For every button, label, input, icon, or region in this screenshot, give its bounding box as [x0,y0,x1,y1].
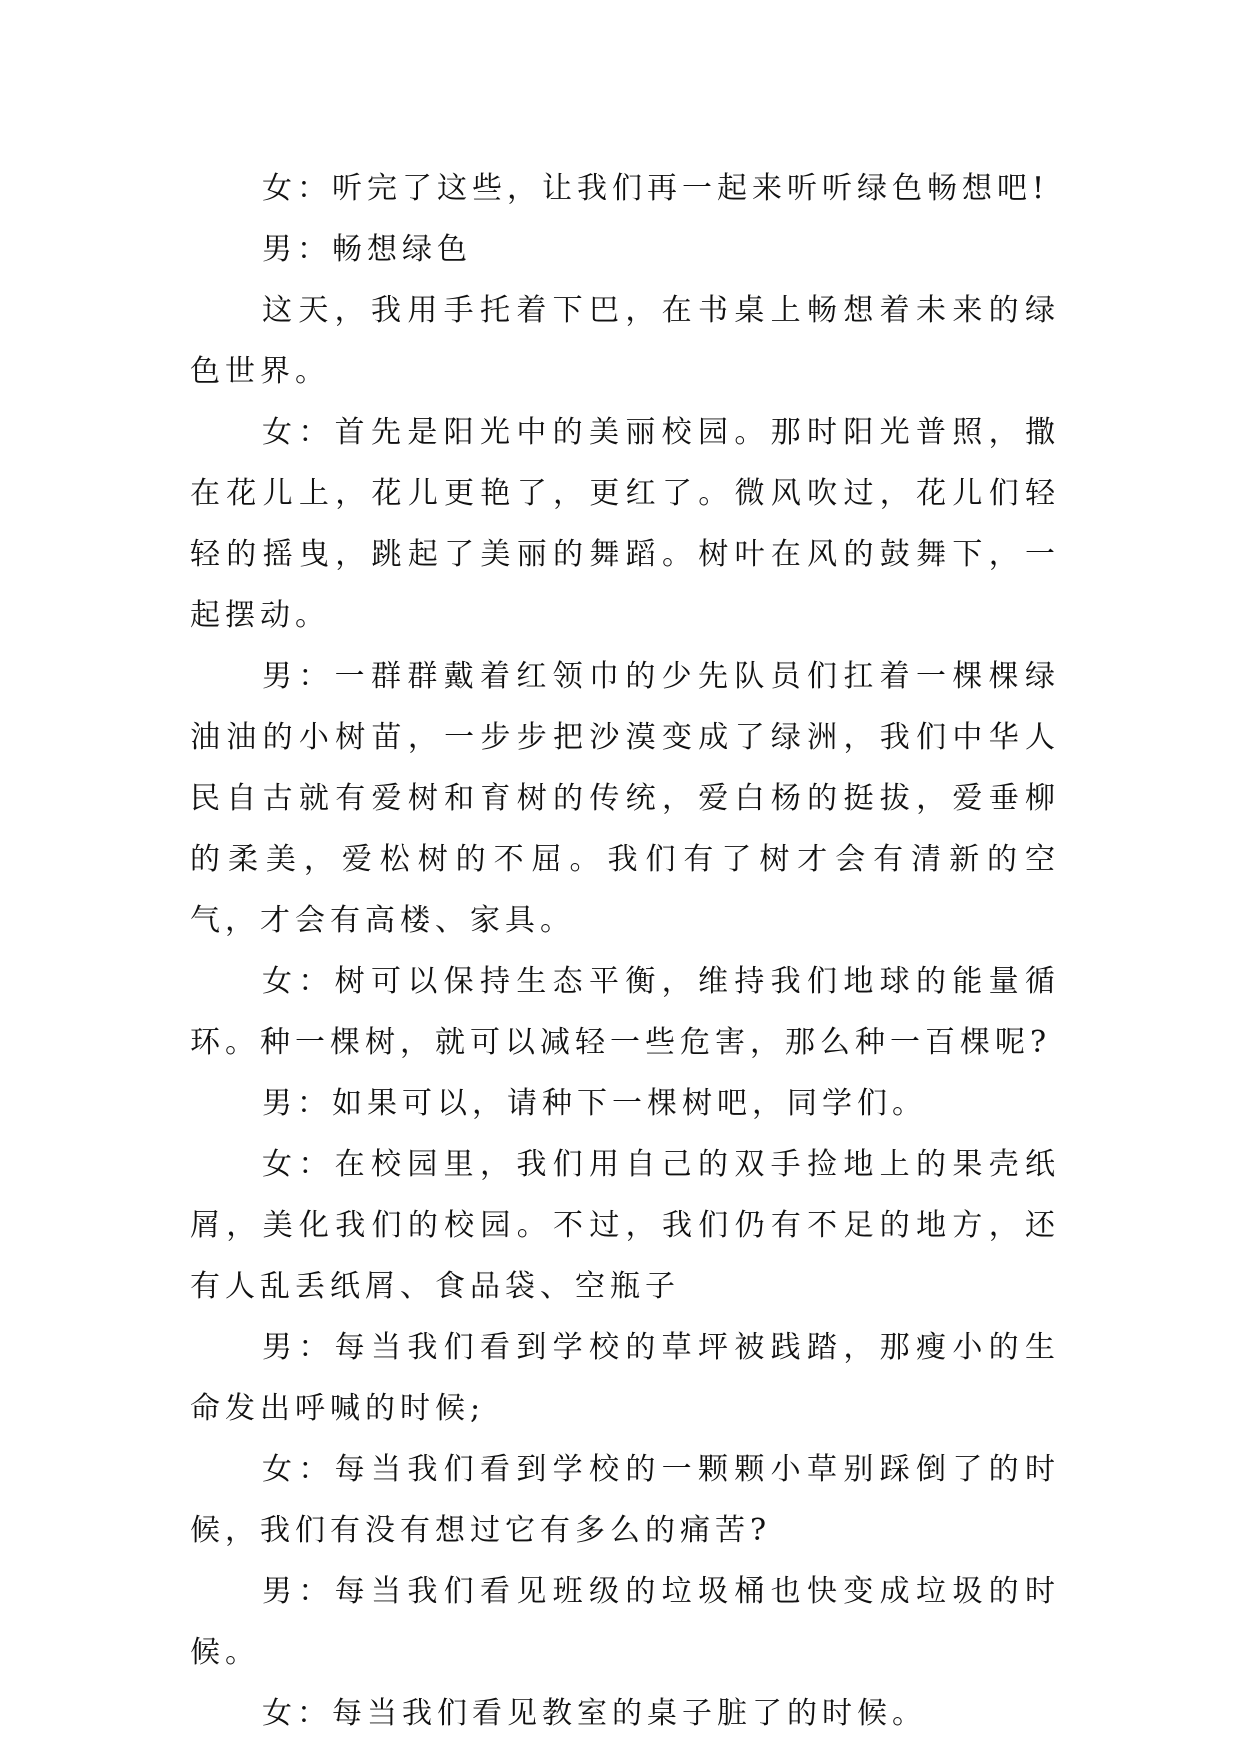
paragraph: 女：听完了这些，让我们再一起来听听绿色畅想吧! [262,171,1050,206]
paragraph: 男：每当我们看见班级的垃圾桶也快变成垃圾的时候。 [190,1574,1060,1670]
paragraph: 女：首先是阳光中的美丽校园。那时阳光普照，撒在花儿上，花儿更艳了，更红了。微风吹过，花儿们轻轻的摇曳，跳起了美丽的舞蹈。树叶在风的鼓舞下，一起摆动。 [190,415,1060,633]
paragraph: 男：如果可以，请种下一棵树吧，同学们。 [262,1086,927,1121]
paragraph: 女：每当我们看见教室的桌子脏了的时候。 [262,1696,927,1731]
paragraph: 女：每当我们看到学校的一颗颗小草别踩倒了的时候，我们有没有想过它有多么的痛苦? [190,1452,1060,1548]
paragraph: 这天，我用手托着下巴，在书桌上畅想着未来的绿色世界。 [190,293,1060,389]
paragraph: 女：在校园里，我们用自己的双手捡地上的果壳纸屑，美化我们的校园。不过，我们仍有不足的地方，还有人乱丢纸屑、食品袋、空瓶子 [190,1147,1060,1304]
paragraph: 男：每当我们看到学校的草坪被践踏，那瘦小的生命发出呼喊的时候; [190,1330,1060,1426]
paragraph: 女：树可以保持生态平衡，维持我们地球的能量循环。种一棵树，就可以减轻一些危害，那么种一百棵呢? [190,964,1060,1060]
paragraph: 男：畅想绿色 [262,232,472,267]
document-body [190,158,1060,1744]
paragraph: 男：一群群戴着红领巾的少先队员们扛着一棵棵绿油油的小树苗，一步步把沙漠变成了绿洲，我们中华人民自古就有爱树和育树的传统，爱白杨的挺拔，爱垂柳的柔美，爱松树的不屈。我们有了树才会有清新的空气，才会有高楼、家具。 [190,659,1060,938]
